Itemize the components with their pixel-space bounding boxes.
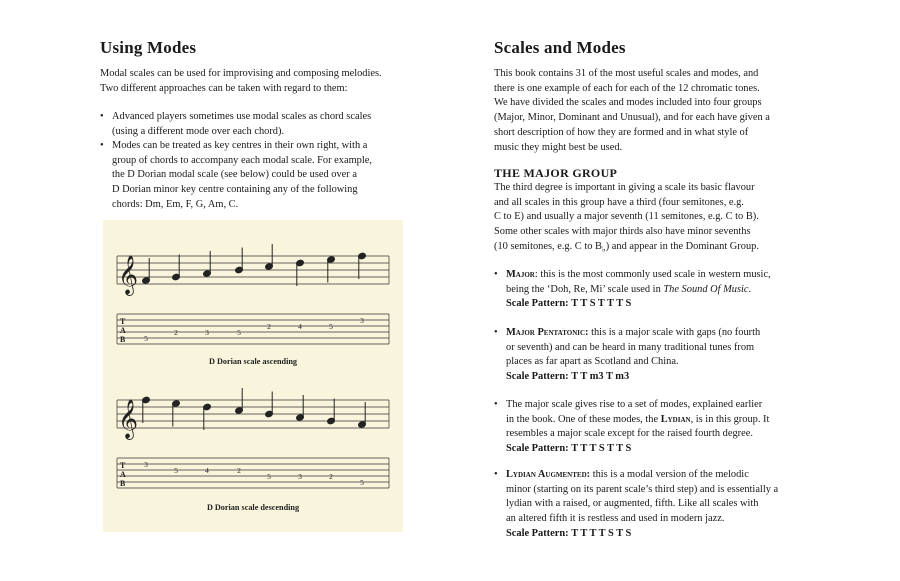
flat-symbol: ♭	[601, 244, 606, 254]
tab-letter: T	[120, 461, 126, 470]
intro-line: music they might best be used.	[494, 141, 623, 153]
bullet-line: the D Dorian modal scale (see below) could be used over a	[112, 169, 357, 181]
note	[172, 255, 181, 281]
entry-line: this is a major scale with gaps (no fourth	[588, 327, 761, 338]
bullet-marker: •	[100, 111, 104, 122]
bullet-line: group of chords to accompany each modal scale. For example,	[112, 154, 372, 166]
note	[358, 252, 367, 279]
tab-number: 2	[329, 472, 333, 481]
tab-number: 2	[174, 328, 178, 337]
tab-number: 3	[360, 316, 364, 325]
left-intro-line: Two different approaches can be taken with regard to them:	[100, 82, 348, 94]
tab-letter: T	[120, 317, 126, 326]
entry-line: being the ‘Doh, Re, Mi’ scale used in	[506, 283, 664, 295]
tab-number: 3	[205, 328, 209, 337]
major-group-text	[494, 181, 854, 258]
notes-descending	[142, 388, 367, 430]
scale-pattern-label: Scale Pattern:	[506, 527, 569, 539]
tab-label-descending	[120, 461, 126, 488]
scale-pattern: T T S T T T S	[571, 298, 632, 310]
left-intro-line: Modal scales can be used for improvising and composing melodies.	[100, 68, 382, 79]
note	[327, 256, 336, 283]
note	[203, 251, 212, 277]
note	[296, 395, 305, 421]
note	[265, 392, 274, 418]
entry-line: : this is the most commonly used scale in western music,	[534, 269, 771, 280]
entry-line: minor (starting on its parent scale’s third step) and is essentially a	[506, 483, 779, 495]
entry-italic: The Sound Of Music	[663, 283, 749, 295]
entry-name: Lydian Augmented:	[506, 469, 591, 480]
tab-number: 2	[267, 322, 271, 331]
tab-number: 4	[205, 466, 209, 475]
bullet-line: D Dorian minor key centre containing any of the following	[112, 184, 358, 196]
bullet-line: Modes can be treated as key centres in their own right, with a	[112, 140, 368, 151]
tab-number: 4	[298, 322, 302, 331]
bullet-line: chords: Dm, Em, F, G, Am, C.	[112, 198, 239, 210]
caption-descending: D Dorian scale descending	[206, 503, 300, 512]
bullet-marker: •	[494, 269, 498, 280]
entry-line: , is in this group. It	[690, 413, 770, 425]
tab-number: 5	[267, 472, 271, 481]
scale-pattern-label: Scale Pattern:	[506, 371, 569, 383]
note	[358, 402, 367, 428]
bullet-marker: •	[100, 140, 104, 151]
entry-name: Major Pentatonic:	[506, 327, 589, 338]
intro-line: (Major, Minor, Dominant and Unusual), and for each have given a	[494, 112, 770, 124]
tab-number: 5	[174, 466, 178, 475]
bullet-marker: •	[494, 399, 498, 410]
group-line: Some other scales with major thirds also have minor sevenths	[494, 226, 751, 238]
entry-line: or seventh) and can be heard in many traditional tunes from	[506, 341, 755, 353]
tab-letter: B	[120, 479, 126, 488]
tab-number: 5	[237, 328, 241, 337]
entry-major-pentatonic-text	[506, 326, 760, 385]
notes-ascending	[142, 244, 367, 286]
group-line: C to E) and usually a major seventh (11 semitones, e.g. C to B).	[494, 211, 759, 223]
note	[142, 396, 151, 423]
scale-pattern: T T m3 T m3	[571, 371, 630, 383]
scale-pattern-label: Scale Pattern:	[506, 298, 569, 310]
tab-number: 5	[360, 478, 364, 487]
entry-lydian-text	[506, 398, 769, 457]
treble-clef-icon: 𝄞	[118, 257, 139, 294]
note	[235, 248, 244, 274]
tab-number: 2	[237, 466, 241, 475]
staff-ascending	[117, 256, 389, 284]
entry-line: The major scale gives rise to a set of modes, explained earlier	[506, 399, 763, 410]
note	[265, 244, 274, 270]
tab-number: 3	[298, 472, 302, 481]
entry-major-text	[506, 268, 771, 312]
tab-letter: A	[120, 470, 126, 479]
bullet-line: (using a different mode over each chord).	[112, 125, 285, 137]
note	[172, 400, 181, 427]
entry-line: resembles a major scale except for the raised fourth degree.	[506, 428, 753, 440]
caption-ascending: D Dorian scale ascending	[208, 357, 298, 366]
tab-staff-descending	[117, 458, 389, 488]
note	[296, 259, 305, 286]
note	[203, 403, 212, 430]
intro-line: short description of how they are formed and in what style of	[494, 126, 749, 138]
note	[327, 399, 336, 425]
entry-line: .	[748, 283, 752, 295]
group-line: The third degree is important in giving a scale its basic flavour	[494, 182, 755, 193]
entry-name: Major	[506, 269, 535, 280]
group-line: ) and appear in the Dominant Group.	[605, 240, 759, 252]
left-page-title: Using Modes	[100, 38, 197, 57]
note	[142, 258, 151, 284]
bullet-line: Advanced players sometimes use modal scales as chord scales	[112, 111, 372, 122]
intro-line: there is one example of each for each of the 12 chromatic tones.	[494, 82, 760, 94]
entry-lydian-augmented-text	[506, 468, 778, 542]
scale-pattern-label: Scale Pattern:	[506, 443, 569, 455]
group-line: (10 semitones, e.g. C to B	[494, 240, 602, 252]
note	[235, 388, 244, 414]
scale-pattern: T T T T S T S	[571, 527, 632, 539]
right-page-title: Scales and Modes	[494, 38, 626, 57]
entry-line: an altered fifth it is restless and used in modern jazz.	[506, 513, 725, 525]
intro-line: We have divided the scales and modes included into four groups	[494, 97, 762, 109]
right-intro	[494, 67, 854, 155]
tab-letter: B	[120, 335, 126, 344]
tab-staff-ascending	[117, 314, 389, 344]
left-intro	[100, 67, 382, 96]
bullet-marker: •	[494, 327, 498, 338]
major-group-heading: THE MAJOR GROUP	[494, 166, 618, 180]
intro-line: This book contains 31 of the most useful scales and modes, and	[494, 68, 759, 79]
tab-number: 5	[144, 334, 148, 343]
scale-pattern: T T T S T T S	[571, 443, 632, 455]
entry-name: Lydian	[660, 413, 691, 425]
entry-line: places as far apart as Scotland and China.	[506, 356, 679, 368]
notation-svg	[103, 220, 403, 532]
tab-number: 3	[144, 460, 148, 469]
treble-clef-icon: 𝄞	[118, 401, 139, 438]
tab-label-ascending	[120, 317, 126, 344]
right-page	[450, 0, 900, 581]
entry-line: this is a modal version of the melodic	[590, 469, 749, 480]
group-line: and all scales in this group have a third (four semitones, e.g.	[494, 196, 744, 208]
entry-line: lydian with a raised, or augmented, fifth. Like all scales with	[506, 498, 759, 510]
left-bullet-1-text	[112, 110, 371, 139]
tab-letter: A	[120, 326, 126, 335]
music-figure	[103, 220, 403, 532]
entry-line: in the book. One of these modes, the	[506, 413, 661, 425]
bullet-marker: •	[494, 469, 498, 480]
tab-number: 5	[329, 322, 333, 331]
staff-descending	[117, 400, 389, 428]
left-bullet-2-text	[112, 139, 372, 213]
